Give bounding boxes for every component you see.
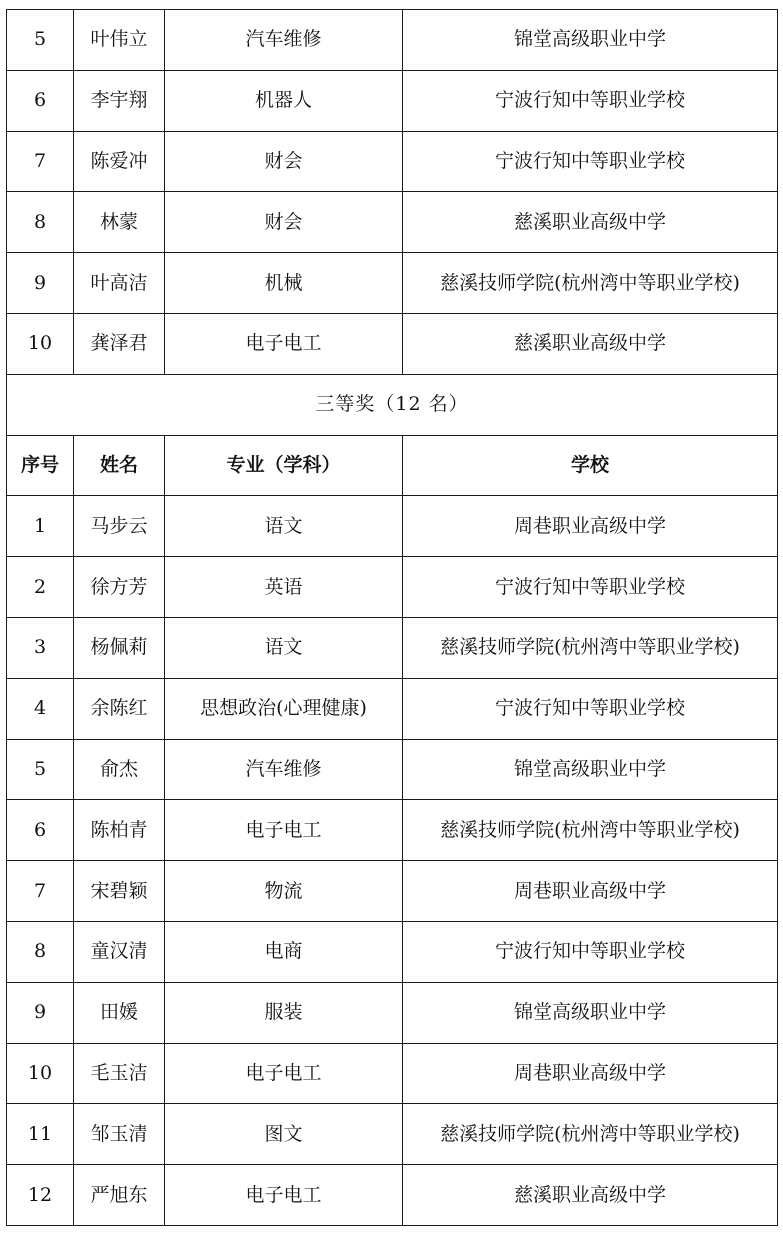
row-number: 7 <box>7 131 74 192</box>
winner-major: 电子电工 <box>165 313 403 374</box>
table-row <box>7 192 778 253</box>
winner-name: 杨佩莉 <box>74 617 165 678</box>
header-number: 序号 <box>7 435 74 496</box>
winner-school: 宁波行知中等职业学校 <box>403 678 778 739</box>
winner-school: 锦堂高级职业中学 <box>403 982 778 1043</box>
table-row <box>7 496 778 557</box>
winner-name: 陈爱冲 <box>74 131 165 192</box>
row-number: 7 <box>7 861 74 922</box>
winner-school: 锦堂高级职业中学 <box>403 10 778 71</box>
table-row <box>7 1043 778 1104</box>
winner-major: 财会 <box>165 192 403 253</box>
winner-major: 机器人 <box>165 70 403 131</box>
winner-school: 慈溪职业高级中学 <box>403 1165 778 1226</box>
row-number: 12 <box>7 1165 74 1226</box>
table-row <box>7 739 778 800</box>
table-row <box>7 861 778 922</box>
row-number: 4 <box>7 678 74 739</box>
winner-name: 严旭东 <box>74 1165 165 1226</box>
row-number: 5 <box>7 10 74 71</box>
section-title-row <box>7 374 778 435</box>
table-header-row <box>7 435 778 496</box>
winner-major: 电子电工 <box>165 1043 403 1104</box>
winner-school: 宁波行知中等职业学校 <box>403 70 778 131</box>
second-prize-continued <box>7 10 778 375</box>
winner-school: 宁波行知中等职业学校 <box>403 131 778 192</box>
row-number: 3 <box>7 617 74 678</box>
header-major: 专业（学科） <box>165 435 403 496</box>
winner-school: 慈溪技师学院(杭州湾中等职业学校) <box>403 1104 778 1165</box>
table-row <box>7 10 778 71</box>
row-number: 5 <box>7 739 74 800</box>
table-row <box>7 313 778 374</box>
table-row <box>7 921 778 982</box>
table-row <box>7 1104 778 1165</box>
winner-major: 财会 <box>165 131 403 192</box>
winner-name: 余陈红 <box>74 678 165 739</box>
winner-school: 宁波行知中等职业学校 <box>403 921 778 982</box>
winner-name: 叶伟立 <box>74 10 165 71</box>
winner-school: 慈溪技师学院(杭州湾中等职业学校) <box>403 617 778 678</box>
winner-school: 慈溪技师学院(杭州湾中等职业学校) <box>403 800 778 861</box>
winner-major: 英语 <box>165 557 403 618</box>
winner-name: 李宇翔 <box>74 70 165 131</box>
third-prize-section <box>7 374 778 1225</box>
winner-major: 电商 <box>165 921 403 982</box>
row-number: 10 <box>7 1043 74 1104</box>
winner-school: 宁波行知中等职业学校 <box>403 557 778 618</box>
winner-name: 童汉清 <box>74 921 165 982</box>
header-school: 学校 <box>403 435 778 496</box>
table-row <box>7 1165 778 1226</box>
winner-major: 机械 <box>165 253 403 314</box>
winner-major: 电子电工 <box>165 1165 403 1226</box>
row-number: 6 <box>7 800 74 861</box>
table-row <box>7 800 778 861</box>
winner-school: 慈溪职业高级中学 <box>403 192 778 253</box>
winner-school: 锦堂高级职业中学 <box>403 739 778 800</box>
winner-school: 慈溪技师学院(杭州湾中等职业学校) <box>403 253 778 314</box>
winner-major: 汽车维修 <box>165 10 403 71</box>
row-number: 2 <box>7 557 74 618</box>
row-number: 11 <box>7 1104 74 1165</box>
winner-name: 田媛 <box>74 982 165 1043</box>
winner-name: 叶高洁 <box>74 253 165 314</box>
winner-major: 物流 <box>165 861 403 922</box>
section-title: 三等奖（12 名） <box>7 374 778 435</box>
row-number: 9 <box>7 253 74 314</box>
row-number: 8 <box>7 192 74 253</box>
row-number: 9 <box>7 982 74 1043</box>
winner-name: 龚泽君 <box>74 313 165 374</box>
winner-name: 宋碧颖 <box>74 861 165 922</box>
winner-major: 汽车维修 <box>165 739 403 800</box>
winner-school: 周巷职业高级中学 <box>403 861 778 922</box>
table-row <box>7 131 778 192</box>
winner-major: 图文 <box>165 1104 403 1165</box>
table-row <box>7 557 778 618</box>
winner-school: 慈溪职业高级中学 <box>403 313 778 374</box>
row-number: 8 <box>7 921 74 982</box>
winner-name: 徐方芳 <box>74 557 165 618</box>
winner-major: 语文 <box>165 617 403 678</box>
winner-major: 服装 <box>165 982 403 1043</box>
winner-name: 俞杰 <box>74 739 165 800</box>
winner-name: 邹玉清 <box>74 1104 165 1165</box>
table-row <box>7 678 778 739</box>
table-row <box>7 70 778 131</box>
winner-major: 思想政治(心理健康) <box>165 678 403 739</box>
row-number: 1 <box>7 496 74 557</box>
winner-school: 周巷职业高级中学 <box>403 496 778 557</box>
table-row <box>7 253 778 314</box>
row-number: 6 <box>7 70 74 131</box>
winner-school: 周巷职业高级中学 <box>403 1043 778 1104</box>
row-number: 10 <box>7 313 74 374</box>
winner-name: 林蒙 <box>74 192 165 253</box>
winner-name: 马步云 <box>74 496 165 557</box>
awards-table <box>6 9 778 1226</box>
winner-name: 陈柏青 <box>74 800 165 861</box>
winner-name: 毛玉洁 <box>74 1043 165 1104</box>
header-name: 姓名 <box>74 435 165 496</box>
winner-major: 语文 <box>165 496 403 557</box>
table-row <box>7 982 778 1043</box>
table-row <box>7 617 778 678</box>
winner-major: 电子电工 <box>165 800 403 861</box>
